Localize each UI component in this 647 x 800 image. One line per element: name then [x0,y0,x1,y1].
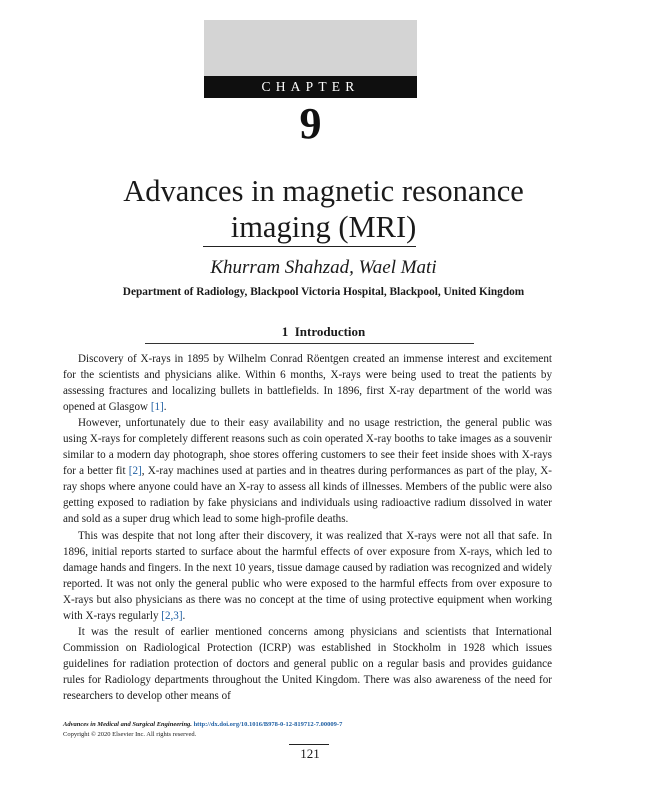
authors: Khurram Shahzad, Wael Mati [210,257,437,278]
body-text [63,351,552,704]
journal-name: Advances in Medical and Surgical Engineering. [63,721,192,728]
affiliation: Department of Radiology, Blackpool Victoria Hospital, Blackpool, United Kingdom [122,286,525,298]
citation-link[interactable]: [2] [128,465,142,478]
chapter-title [60,173,587,245]
paragraph: This was despite that not long after their discovery, it was realized that X-rays were not all that safe. In 1896, initial reports started to surface about the harmful effects of over exposure from X-rays, which led to damage hands and fingers. In the next 10 years, tissue damage caused by radiation was recognized and widely reported. It was not only the general public who were exposed to the harmful effects from over exposure to X-rays but also physicians as there was no concept at the time of using protective equipment when working with X-rays regularly [2,3]. [63,529,552,622]
paragraph: It was the result of earlier mentioned concerns among physicians and scientists that International Commission on Radiological Protection (ICRP) was established in Stockholm in 1928 which issues guidelines for radiation protection of doctors and general public on a regular basis and provides guidance rules for Radiology departments throughout the United Kingdom. There was also awareness of the need for researchers to develop other means of [63,625,552,702]
doi-link[interactable]: http://dx.doi.org/10.1016/B978-0-12-819712-7.00009-7 [193,721,343,728]
page-number-rule [289,744,329,745]
section-heading [60,323,587,341]
chapter-header [204,20,417,146]
section-title: Introduction [294,324,366,339]
title-underline [203,246,416,247]
chapter-number: 9 [299,99,322,148]
section-rule [145,343,474,344]
chapter-label: CHAPTER [204,76,417,98]
chapter-title-line-1: Advances in magnetic resonance [123,174,524,208]
page-number: 121 [300,746,320,761]
copyright: Copyright © 2020 Elsevier Inc. All rights reserved. [63,731,197,738]
paragraph: However, unfortunately due to their easy availability and no usage restriction, the general public was using X-rays for completely different reasons such as coin operated X-ray booths to take images as a souvenir similar to a modern day photograph, shoe stores offering customers to see their feet inside shoes with X-rays for a better fit [2], X-ray machines used at parties and in theatres during performances as part of the play, X-ray shops where anyone could have an X-ray to assess all kinds of illnesses. Members of the public were also getting exposed to radiation by fake physicians and individuals using radioactive radium dissolved in water and sold as a super drug which lead to some high-profile deaths. [63,417,552,526]
footer-journal [63,720,563,729]
citation-link[interactable]: [1] [150,401,164,414]
section-number: 1 [281,324,289,339]
paragraph: Discovery of X-rays in 1895 by Wilhelm Conrad Röentgen created an immense interest and excitement for the scientists and physicians alike. Within 6 months, X-rays were being used to treat the patients by assessing fractures and localizing bullets in battlefields. In 1896, first X-ray department of the world was opened at Glasgow [1]. [63,353,552,414]
chapter-header-shade [204,20,417,76]
citation-link[interactable]: [2,3] [161,609,183,622]
chapter-title-line-2: imaging (MRI) [230,210,417,244]
